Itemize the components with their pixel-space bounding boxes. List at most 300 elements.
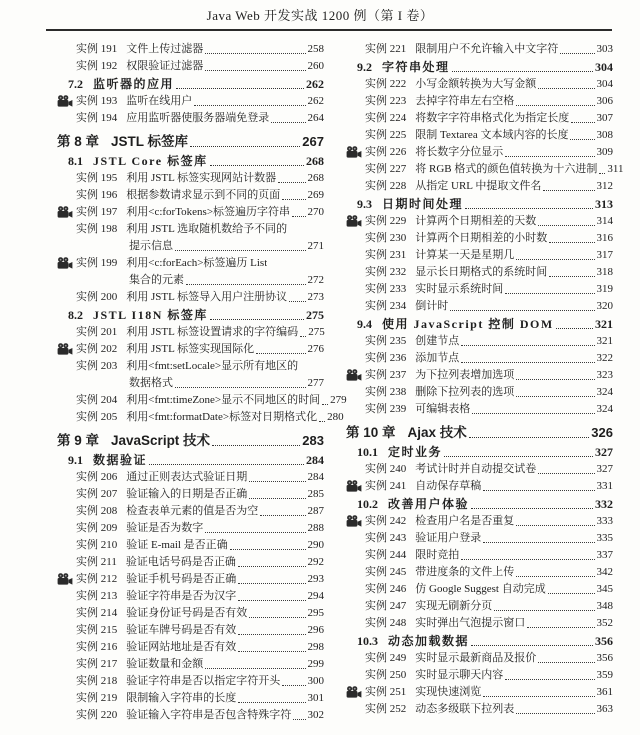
toc-example-row <box>57 110 324 127</box>
toc-example-row <box>346 178 613 195</box>
example-title: 将数字字符串格式化为指定长度 <box>415 112 570 124</box>
page-number: 303 <box>596 43 613 55</box>
example-number: 实例 194 <box>76 112 118 124</box>
toc-example-row <box>346 350 613 367</box>
chapter-number: 第 9 章 <box>57 433 100 448</box>
example-number: 实例 192 <box>76 60 118 72</box>
toc-example-row <box>57 341 324 358</box>
page-number: 264 <box>307 112 324 124</box>
example-number: 实例 206 <box>76 471 118 483</box>
toc-example-row <box>346 461 613 478</box>
toc-example-row-continuation <box>57 238 324 255</box>
section-title: 字符串处理 <box>382 60 450 74</box>
toc-example-row <box>57 392 347 409</box>
example-title: 验证网站地址是否有效 <box>126 641 237 653</box>
dot-leader <box>212 445 300 446</box>
page-number: 314 <box>596 215 613 227</box>
toc-example-row <box>346 530 613 547</box>
page-number: 361 <box>596 686 613 698</box>
page-number: 270 <box>307 206 324 218</box>
section-number: 9.4 <box>357 317 372 331</box>
book-title: Java Web 开发实战 1200 例（第 I 卷） <box>206 8 434 23</box>
toc-example-row <box>346 615 613 632</box>
dot-leader <box>249 617 305 618</box>
example-title: 利用 JSTL 标签实现国际化 <box>126 343 255 355</box>
dot-leader <box>469 437 589 438</box>
toc-section-row <box>57 152 324 170</box>
section-number: 7.2 <box>68 77 83 91</box>
toc-section-row <box>57 306 324 324</box>
example-number: 实例 208 <box>76 505 118 517</box>
toc-example-row <box>57 41 324 58</box>
example-title: 监听在线用户 <box>126 95 193 107</box>
section-number: 9.2 <box>357 60 372 74</box>
toc-example-row <box>57 503 324 520</box>
toc-column-right <box>346 41 624 724</box>
example-number: 实例 216 <box>76 641 118 653</box>
example-number: 实例 226 <box>365 146 407 158</box>
toc-example-row <box>346 384 613 401</box>
dot-leader <box>471 508 593 509</box>
toc-example-row <box>346 478 613 495</box>
dot-leader <box>461 559 594 560</box>
dot-leader <box>483 542 594 543</box>
example-number: 实例 227 <box>365 163 407 175</box>
example-title: 验证数量和金额 <box>126 658 204 670</box>
example-title: 利用<c:forEach>标签遍历 List <box>126 257 268 269</box>
example-number: 实例 218 <box>76 675 118 687</box>
page-number: 321 <box>595 317 613 331</box>
dot-leader <box>548 593 595 594</box>
toc-example-row <box>57 571 324 588</box>
page-number: 288 <box>307 522 324 534</box>
example-number: 实例 211 <box>76 556 117 568</box>
page-number: 275 <box>306 308 324 322</box>
example-number: 实例 195 <box>76 172 118 184</box>
example-title: 显示长日期格式的系统时间 <box>415 266 548 278</box>
toc-section-row <box>57 75 324 93</box>
page-number: 300 <box>307 675 324 687</box>
dot-leader <box>194 105 305 106</box>
section-title: 数据验证 <box>93 453 148 467</box>
toc-example-row <box>346 230 613 247</box>
example-title: 带进度条的文件上传 <box>415 566 515 578</box>
example-number: 实例 234 <box>365 300 407 312</box>
toc-example-row <box>57 537 324 554</box>
toc-example-row <box>57 93 324 110</box>
page-number: 335 <box>596 532 613 544</box>
dot-leader <box>461 345 594 346</box>
page-number: 304 <box>596 78 613 90</box>
page-number: 321 <box>596 335 613 347</box>
dot-leader <box>505 293 594 294</box>
dot-leader <box>465 208 593 209</box>
page-number: 279 <box>330 394 347 406</box>
example-number: 实例 238 <box>365 386 407 398</box>
toc-example-row <box>346 213 613 230</box>
example-number: 实例 191 <box>76 43 118 55</box>
dot-leader <box>190 146 300 147</box>
example-number: 实例 207 <box>76 488 118 500</box>
toc-example-row-continuation <box>57 272 324 289</box>
page-number: 285 <box>307 488 324 500</box>
example-number: 实例 251 <box>365 686 407 698</box>
toc-example-row <box>57 469 324 486</box>
example-title: 计算两个日期相差的天数 <box>415 215 537 227</box>
dot-leader <box>292 216 305 217</box>
toc-example-row <box>57 324 324 341</box>
toc-example-row <box>346 684 613 701</box>
toc-example-row <box>57 58 324 75</box>
example-number: 实例 222 <box>365 78 407 90</box>
dot-leader <box>516 379 594 380</box>
example-number: 实例 246 <box>365 583 407 595</box>
example-title: 验证电话号码是否正确 <box>125 556 236 568</box>
dot-leader <box>278 182 305 183</box>
toc-example-row <box>346 598 613 615</box>
dot-leader <box>230 549 306 550</box>
toc-example-row <box>57 187 324 204</box>
example-number: 实例 196 <box>76 189 118 201</box>
example-number: 实例 220 <box>76 709 118 721</box>
chapter-number: 第 8 章 <box>57 134 100 149</box>
example-number: 实例 229 <box>365 215 407 227</box>
dot-leader <box>543 190 594 191</box>
example-title: 根据参数请求显示到不同的页面 <box>126 189 281 201</box>
section-number: 10.1 <box>357 445 378 459</box>
dot-leader <box>538 88 594 89</box>
example-title: 利用<fmt:setLocale>显示所有地区的 <box>126 360 299 372</box>
example-number: 实例 245 <box>365 566 407 578</box>
toc-chapter-row <box>346 423 613 442</box>
dot-leader <box>205 668 305 669</box>
example-number: 实例 231 <box>365 249 407 261</box>
toc-example-row <box>57 486 324 503</box>
dot-leader <box>293 719 305 720</box>
example-title: 应用监听器使服务器端免登录 <box>126 112 270 124</box>
toc-example-row <box>346 161 624 178</box>
page-number: 304 <box>595 60 613 74</box>
dot-leader <box>570 139 594 140</box>
page-number: 273 <box>307 291 324 303</box>
dot-leader <box>494 610 594 611</box>
toc-section-row <box>57 451 324 469</box>
page-number: 284 <box>306 453 324 467</box>
example-title: 利用 JSTL 选取随机数给予不同的 <box>126 223 288 235</box>
section-number: 10.3 <box>357 634 378 648</box>
page-number: 322 <box>596 352 613 364</box>
dot-leader <box>516 259 594 260</box>
dot-leader <box>538 225 594 226</box>
toc-example-row <box>57 588 324 605</box>
example-title: 可编辑表格 <box>415 403 471 415</box>
page-number: 342 <box>596 566 613 578</box>
dot-leader <box>300 336 306 337</box>
dot-leader <box>186 284 306 285</box>
example-title: 仿 Google Suggest 自动完成 <box>415 583 546 595</box>
example-title: 验证车牌号码是否有效 <box>126 624 237 636</box>
dot-leader <box>538 662 594 663</box>
section-title: 日期时间处理 <box>382 197 464 211</box>
page-number: 307 <box>596 112 613 124</box>
page-number: 313 <box>595 197 613 211</box>
dot-leader <box>289 301 305 302</box>
page-number: 283 <box>302 433 324 448</box>
dot-leader <box>175 250 306 251</box>
toc-section-row <box>346 443 613 461</box>
toc-example-row <box>57 221 324 238</box>
dot-leader <box>483 696 594 697</box>
example-number: 实例 219 <box>76 692 118 704</box>
page-number: 331 <box>596 480 613 492</box>
example-number: 实例 223 <box>365 95 407 107</box>
dot-leader <box>238 566 306 567</box>
page-number: 280 <box>327 411 344 423</box>
page-number: 298 <box>307 641 324 653</box>
example-title: 实时显示最新商品及报价 <box>415 652 537 664</box>
page-number: 324 <box>596 403 613 415</box>
toc-example-row <box>346 701 613 718</box>
section-title: JSTL I18N 标签库 <box>93 308 208 322</box>
dot-leader <box>461 362 594 363</box>
chapter-title: Ajax 技术 <box>407 425 467 440</box>
example-title: 验证用户登录 <box>415 532 482 544</box>
example-title: 限制输入字符串的长度 <box>126 692 237 704</box>
toc-section-row <box>346 495 613 513</box>
dot-leader <box>471 645 593 646</box>
toc-example-row <box>346 93 613 110</box>
dot-leader <box>238 702 305 703</box>
dot-leader <box>210 165 304 166</box>
example-title: 验证身份证号码是否有效 <box>126 607 248 619</box>
page-number: 337 <box>596 549 613 561</box>
page-number: 327 <box>595 445 613 459</box>
page-number: 275 <box>308 326 325 338</box>
dot-leader <box>483 490 594 491</box>
dot-leader <box>238 583 305 584</box>
example-title: 限制 Textarea 文本域内容的长度 <box>415 129 569 141</box>
section-number: 8.2 <box>68 308 83 322</box>
dot-leader <box>175 387 306 388</box>
example-number: 实例 228 <box>365 180 407 192</box>
example-number: 实例 242 <box>365 515 407 527</box>
toc-example-row <box>346 401 613 418</box>
section-number: 8.1 <box>68 154 83 168</box>
dot-leader <box>238 634 305 635</box>
example-title: 从指定 URL 中提取文件名 <box>415 180 542 192</box>
toc-example-row <box>57 656 324 673</box>
example-number: 实例 232 <box>365 266 407 278</box>
example-number: 实例 221 <box>365 43 407 55</box>
toc-example-row <box>57 554 324 571</box>
example-number: 实例 200 <box>76 291 118 303</box>
toc-example-row <box>57 690 324 707</box>
toc-example-row <box>346 127 613 144</box>
page-number: 269 <box>307 189 324 201</box>
page-number: 293 <box>307 573 324 585</box>
example-title: 添加节点 <box>415 352 460 364</box>
page-number: 333 <box>596 515 613 527</box>
dot-leader <box>249 498 305 499</box>
example-number: 实例 248 <box>365 617 407 629</box>
toc-example-row <box>346 547 613 564</box>
toc-example-row <box>346 110 613 127</box>
example-number: 实例 252 <box>365 703 407 715</box>
page-number: 316 <box>596 232 613 244</box>
example-number: 实例 236 <box>365 352 407 364</box>
page-number: 277 <box>307 377 324 389</box>
page-number: 320 <box>596 300 613 312</box>
toc-example-row <box>57 409 344 426</box>
section-number: 9.3 <box>357 197 372 211</box>
dot-leader <box>450 310 594 311</box>
dot-leader <box>249 481 305 482</box>
section-title: 改善用户体验 <box>388 497 470 511</box>
dot-leader <box>238 600 305 601</box>
example-title: 小写金额转换为大写金额 <box>415 78 537 90</box>
example-number: 实例 217 <box>76 658 118 670</box>
toc-example-row <box>346 367 613 384</box>
toc-example-row <box>57 673 324 690</box>
page-number: 309 <box>596 146 613 158</box>
example-number: 实例 202 <box>76 343 118 355</box>
page-number: 290 <box>307 539 324 551</box>
page-number: 302 <box>307 709 324 721</box>
page-number: 262 <box>307 95 324 107</box>
dot-leader <box>322 404 328 405</box>
dot-leader <box>505 156 594 157</box>
dot-leader <box>516 576 594 577</box>
toc-chapter-row <box>57 431 324 450</box>
page-number: 323 <box>596 369 613 381</box>
page-number: 271 <box>307 240 324 252</box>
section-title: JSTL Core 标签库 <box>93 154 208 168</box>
page-number: 319 <box>596 283 613 295</box>
page-number: 363 <box>596 703 613 715</box>
example-number: 实例 215 <box>76 624 118 636</box>
toc-section-row <box>346 632 613 650</box>
toc-example-row <box>346 144 613 161</box>
toc-example-row <box>346 298 613 315</box>
example-number: 实例 209 <box>76 522 118 534</box>
page-number: 262 <box>306 77 324 91</box>
example-title: 利用<c:forTokens>标签遍历字符串 <box>126 206 291 218</box>
dot-leader <box>238 651 305 652</box>
example-title: 将 RGB 格式的颜色值转换为十六进制 <box>415 163 598 175</box>
page-number: 306 <box>596 95 613 107</box>
dot-leader <box>444 456 593 457</box>
toc-example-row <box>346 333 613 350</box>
section-title: 动态加载数据 <box>388 634 470 648</box>
example-number: 实例 237 <box>365 369 407 381</box>
toc-example-row <box>57 520 324 537</box>
toc-example-row <box>346 41 613 58</box>
example-title-continued: 提示信息 <box>129 240 173 252</box>
dot-leader <box>505 679 594 680</box>
page-number: 327 <box>596 463 613 475</box>
chapter-number: 第 10 章 <box>346 425 396 440</box>
toc-example-row <box>57 639 324 656</box>
page-number: 317 <box>596 249 613 261</box>
example-number: 实例 224 <box>365 112 407 124</box>
example-title: 删除下拉列表的选项 <box>415 386 515 398</box>
page-number: 287 <box>307 505 324 517</box>
page-number: 318 <box>596 266 613 278</box>
dot-leader <box>516 525 594 526</box>
example-number: 实例 214 <box>76 607 118 619</box>
toc-example-row <box>57 622 324 639</box>
example-title: 文件上传过滤器 <box>126 43 204 55</box>
page-number: 356 <box>595 634 613 648</box>
example-title: 验证 E-mail 是否正确 <box>126 539 228 551</box>
example-title: 计算两个日期相差的小时数 <box>415 232 548 244</box>
page-number: 268 <box>307 172 324 184</box>
example-title: 利用 JSTL 标签设置请求的字符编码 <box>126 326 299 338</box>
dot-leader <box>205 70 305 71</box>
example-title: 验证输入字符串是否包含特殊字符 <box>126 709 292 721</box>
page-number: 272 <box>307 274 324 286</box>
example-title: 权限验证过滤器 <box>126 60 204 72</box>
dot-leader <box>271 122 305 123</box>
example-number: 实例 204 <box>76 394 118 406</box>
section-title: 监听器的应用 <box>93 77 175 91</box>
section-number: 10.2 <box>357 497 378 511</box>
dot-leader <box>282 199 305 200</box>
example-title: 计算某一天是星期几 <box>415 249 515 261</box>
example-title: 验证手机号码是否正确 <box>126 573 237 585</box>
toc-chapter-row <box>57 132 324 151</box>
page-number: 296 <box>307 624 324 636</box>
dot-leader <box>176 88 304 89</box>
toc-example-row <box>346 281 613 298</box>
example-number: 实例 243 <box>365 532 407 544</box>
example-title: 验证字符串是否以指定字符开头 <box>126 675 281 687</box>
example-number: 实例 239 <box>365 403 407 415</box>
example-title: 利用<fmt:timeZone>显示不同地区的时间 <box>126 394 321 406</box>
page-number: 276 <box>307 343 324 355</box>
dot-leader <box>205 53 305 54</box>
toc-example-row-continuation <box>57 375 324 392</box>
example-title: 为下拉列表增加选项 <box>415 369 515 381</box>
example-title: 验证输入的日期是否正确 <box>126 488 248 500</box>
example-title: 利用 JSTL 标签实现网站计数器 <box>126 172 277 184</box>
toc-example-row <box>57 358 324 375</box>
dot-leader <box>549 242 594 243</box>
toc-example-row <box>346 667 613 684</box>
page-number: 267 <box>302 134 324 149</box>
page-number: 352 <box>596 617 613 629</box>
toc-example-row <box>346 264 613 281</box>
toc-example-row <box>346 581 613 598</box>
example-title: 倒计时 <box>415 300 449 312</box>
dot-leader <box>260 515 305 516</box>
toc-example-row <box>57 255 324 272</box>
example-title: 考试计时并自动提交试卷 <box>415 463 537 475</box>
page-number: 312 <box>596 180 613 192</box>
page-number: 292 <box>307 556 324 568</box>
example-number: 实例 212 <box>76 573 118 585</box>
page-number: 299 <box>307 658 324 670</box>
section-title: 使用 JavaScript 控制 DOM <box>382 317 554 331</box>
example-title: 实时弹出气泡提示窗口 <box>415 617 526 629</box>
page-number: 301 <box>307 692 324 704</box>
example-title: 创建节点 <box>415 335 460 347</box>
page-number: 268 <box>306 154 324 168</box>
dot-leader <box>149 464 304 465</box>
example-title-continued: 集合的元素 <box>129 274 184 286</box>
example-number: 实例 205 <box>76 411 118 423</box>
example-number: 实例 233 <box>365 283 407 295</box>
